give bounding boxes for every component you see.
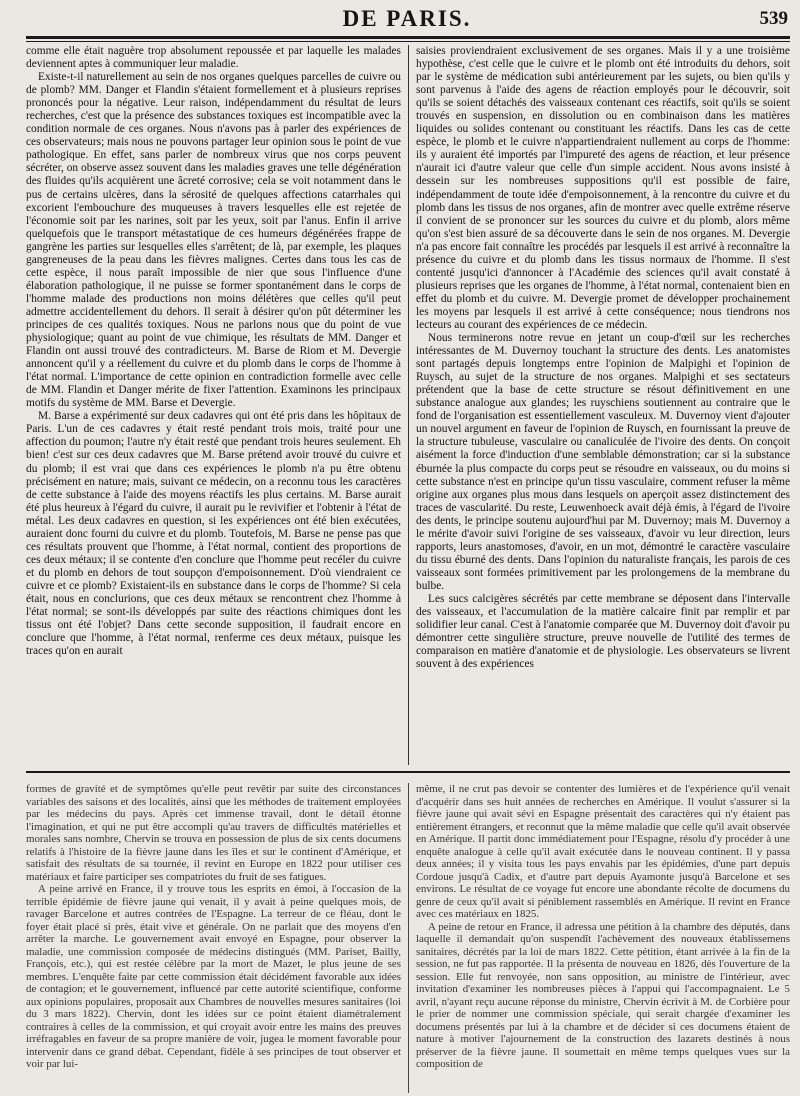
upper-article [26, 45, 790, 765]
paragraph: A peine de retour en France, il adressa une pétition à la chambre des députés, dans laquelle il demandait qu'on suspendît l'achèvement des nouveaux établissemens sanitaires, décrétés par la loi de mars 1822. Cette pétition, étant arrivée à la fin de la session, ne fut pas rapportée. Il la présenta de nouveau en 1826, dès l'ouverture de la session. Elle fut renvoyée, non sans opposition, au ministre de l'intérieur, avec invitation d'examiner les nombreuses pièces à l'appui qui l'accompagnaient. Le 5 avril, n'ayant reçu aucune réponse du ministre, Chervin écrivit à M. de Corbière pour le prier de nommer une commission spéciale, qui serait chargée d'examiner les documens présentés par lui à la chambre et de décider si ces documens étaient de nature à motiver l'ajournement de la construction des lazarets destinés à nous préserver de la fièvre jaune. Il soumettait en même temps quelques vues sur la composition de [416, 920, 790, 1070]
paragraph: Nous terminerons notre revue en jetant un coup-d'œil sur les recherches intéressantes de M. Duvernoy touchant la structure des dents. Les anatomistes sont partagés depuis longtemps entre l'opinion de Malpighi et l'opinion de Ruysch, au sujet de la structure de nos organes. Malpighi et ses sectateurs prétendent que la base de cette structure se résout définitivement en une substance analogue aux glandes; les ruyschiens soutiennent au contraire que le fond de l'organisation est essentiellement vasculeux. M. Duvernoy vient d'ajouter un nouvel argument en faveur de l'opinion de Ruysch, en fournissant la preuve de la structure tubuleuse, vasculaire ou canaliculée de l'ivoire des dents. On conçoit aisément la force d'induction d'une semblable démonstration; car si la substance éburnée la plus compacte du corps peut se résoudre en vaisseaux, ou du moins si cette substance n'est en principe qu'un tissu vasculaire, comment refuser la même origine aux organes plus mous dans lesquels on aperçoit assez distinctement des traces de vascularité. Du reste, Leuwenhoeck avait déjà émis, à l'égard de l'ivoire des dents, le principe soutenu aujourd'hui par M. Duvernoy; mais M. Duvernoy a le mérite d'avoir suivi l'origine de ses vaisseaux, d'avoir vu leur direction, leurs rapports, leurs anastomoses, d'avoir, en un mot, démontré le caractère vasculaire du tissu éburné des dents. Dans l'opinion du naturaliste français, les parois de ces vaisseaux sont formées primitivement par les prolongemens de la membrane du bulbe. [416, 332, 790, 592]
header-rule-thin [26, 41, 790, 42]
lower-right-column [408, 783, 790, 1093]
lower-left-column [26, 783, 408, 1093]
paragraph: saisies proviendraient exclusivement de ses organes. Mais il y a une troisième hypothèse, c'est celle que le cuivre et le plomb ont été introduits du dehors, soit par le système de médication subi antérieurement par les sujets, ou bien qu'ils y sont parvenus à l'aide des agens de réaction employés pour le découvrir, soit qu'ils se soient détachés des vaisseaux contenant ces réactifs, soit qu'ils se soient trouvés en suspension, en dissolution ou en combinaison dans les matières liquides ou solides contenant ou constituant les réactifs. Dans les cas de cette espèce, le plomb et le cuivre n'appartiendraient nullement au corps de l'homme: ils y auraient été importés par l'impureté des agens de réaction, et leur présence n'aurait ici d'autre valeur que celle d'un simple accident. Nous avons insisté à dessein sur les nombreuses suppositions qu'il est possible de faire, indépendamment de toute idée d'empoisonnement, à la rencontre du cuivre et du plomb dans les tissus de nos organes, afin de montrer avec quelle extrême réserve il convient de se prononcer sur les sources du cuivre et du plomb, alors même qu'on s'est bien assuré de sa découverte dans le sein de nos organes. M. Devergie n'a pas encore fait connaître les procédés par lesquels il est arrivé à reconnaître la présence du cuivre et du plomb dans les tissus normaux de l'homme. Il s'est contenté jusqu'ici d'annoncer à l'Académie des sciences qu'il avait constaté à plusieurs reprises que les organes de l'homme, à l'état normal, contenaient bien en effet du plomb et du cuivre. M. Devergie promet de développer prochainement les moyens par lesquels il est arrivé à cette conséquence; nous tiendrons nos lecteurs au courant des expériences de ce médecin. [416, 45, 790, 331]
paragraph: Existe-t-il naturellement au sein de nos organes quelques parcelles de cuivre ou de plomb? MM. Danger et Flandin s'étaient formellement et à plusieurs reprises prononcés pour la négative. Leur raison, indépendamment du résultat de leurs recherches, c'est que la présence des substances toxiques est incompatible avec la condition normale de ces organes. Nous n'avons pas à parler des expériences de ces observateurs; mais nous ne pouvons partager leur opinion sous le point de vue pathologique. En effet, sans parler de nombreux virus que nos corps peuvent sécréter, on observe assez souvent dans les maladies graves une telle dégénération des fluides qu'ils acquièrent une âcreté corrosive; cela se voit notamment dans le pus de certains ulcères, dans la sérosité de quelques affections catarrhales qui excorient l'embouchure des muqueuses à travers lesquelles elle est rejetée de l'économie soit par les narines, soit par les yeux, soit par l'anus. Enfin il arrive quelquefois que le transport métastatique de ces humeurs dégénérées frappe de gangrène les parties sur lesquelles elles s'arrêtent; de là, par exemple, les plaques gangreneuses de la peau dans les fièvres malignes. Certes dans tous les cas de cette espèce, il nous paraît impossible de nier que sous l'influence d'une élaboration pathologique, il ne puisse se former spontanément dans le corps de l'homme malade des productions non moins délétères que celles qu'il peut admettre accidentellement du dehors. Il serait à désirer qu'on pût déterminer les principes de ces qualités toxiques. Nous ne parlons nous que du point de vue physiologique; quant au point de vue chimique, les résultats de MM. Danger et Flandin ont aussi trouvé des contradicteurs. M. Barse de Riom et M. Devergie annoncent qu'il y a réellement du cuivre et du plomb dans le corps de l'homme à l'état normal. L'importance de cette opinion en contradiction formelle avec celle de MM. Flandin et Danger mérite de fixer l'attention. Examinons les principaux motifs du système de MM. Barse et Devergie. [26, 71, 401, 410]
lower-article [26, 783, 790, 1093]
paragraph: M. Barse a expérimenté sur deux cadavres qui ont été pris dans les hôpitaux de Paris. L'un de ces cadavres y était resté pendant trois mois, traité pour une affection du poumon; l'autre n'y était resté que pendant trois heures seulement. Eh bien! c'est sur ces deux cadavres que M. Barse prétend avoir trouvé du cuivre et du plomb; il est vrai que dans ces expériences le plomb n'a pu être obtenu précisément en nature; mais, suivant ce médecin, on a reconnu tous les caractères de cette substance à l'aide des moyens réactifs les plus certains. M. Barse aurait été plus heureux à l'égard du cuivre, il aurait pu le revivifier et l'obtenir à l'état de métal. Les deux cadavres en question, si les expériences ont été bien exécutées, auraient donc fourni du cuivre et du plomb. Toutefois, M. Barse ne pense pas que ces résultats prouvent que l'homme, à l'état normal, contient des proportions de ces deux métaux; il se contente d'en conclure que l'homme peut recéler du cuivre et du plomb en dehors de tout soupçon d'empoisonnement. D'où viendraient ce cuivre et ce plomb? Existaient-ils en substance dans le corps de l'homme? Si cela était, nous en conclurions, que ces deux métaux se rencontrent chez l'homme à l'état normal; se sont-ils développés par suite des réactions chimiques dont les tissus ont été l'objet? Dans cette seconde supposition, il faudrait encore en conclure que l'homme, à l'état normal, renferme ces deux métaux, puisque les traces qu'on en aurait [26, 410, 401, 658]
page-header [26, 6, 788, 32]
upper-right-column [408, 45, 790, 765]
paragraph: même, il ne crut pas devoir se contenter des lumières et de l'expérience qu'il venait d'acquérir dans ses huit années de recherches en Amérique. Il voulut s'assurer si la fièvre jaune qui avait sévi en Espagne présentait des caractères qui n'y étaient pas entièrement étrangers, et reconnut que la même maladie que celle qu'il avait observée en Amérique. Il partit donc immédiatement pour l'Espagne, résolu d'y procéder à une enquête analogue à celle qu'il avait exécutée dans le nouveau continent. Il y passa deux années; il y visita tous les pays envahis par les épidémies, d'une part depuis Cordoue jusqu'à Cadix, et d'autre part depuis Ayamonte jusqu'à Barcelone et ses environs. Le résultat de ce voyage fut encore une abondante récolte de documens du genre de ceux qu'il avait si péniblement rassemblés en Amérique. Il revint en France avec ces matériaux en 1825. [416, 783, 790, 920]
paragraph: A peine arrivé en France, il y trouve tous les esprits en émoi, à l'occasion de la terrible épidémie de fièvre jaune qui venait, il y avait à peine quelques mois, de ravager Barcelone et autres contrées de l'Espagne. La terreur de ce fléau, dont le foyer était placé si près, était vive et générale. On ne parlait que des moyens d'en arrêter la marche. Le gouvernement avait envoyé en Espagne, pour observer la maladie, une commission composée de médecins distingués (MM. Pariset, Bailly, François, etc.), qui est restée célèbre par la mort de Mazet, le plus jeune de ses membres. L'enquête faite par cette commission était décidément favorable aux idées de contagion; et le gouvernement, influencé par cette autorité scientifique, conforme aux opinions populaires, proposait aux Chambres de nouvelles mesures sanitaires (loi du 3 mars 1822). Chervin, dont les idées sur ce point étaient diamétralement contraires à celles de la commission, et qui croyait avoir entre les mains des preuves irréfragables en faveur de sa propre manière de voir, jugea le moment favorable pour intervenir dans ce grand débat. Cependant, fidèle à ses principes de tout observer et voir par lui- [26, 883, 401, 1070]
running-title: DE PARIS. [342, 6, 472, 31]
paragraph: formes de gravité et de symptômes qu'elle peut revêtir par suite des circonstances variables des saisons et des localités, ainsi que les méthodes de traitement employées par les médecins du pays. Après cet immense travail, dont le détail étonne l'imagination, et qui ne put être accompli qu'au travers de difficultés matérielles et morales sans nombre, Chervin se trouva en possession de plus de six cents documens relatifs à l'histoire de la fièvre jaune dans les îles et sur le continent d'Amérique, et satisfait des résultats de sa tournée, il revint en Europe en 1822 pour utiliser ces matériaux et faire participer ses compatriotes du fruit de ses fatigues. [26, 783, 401, 883]
upper-left-column [26, 45, 408, 765]
header-rule-thick [26, 36, 790, 39]
paragraph: Les sucs calcigères sécrétés par cette membrane se déposent dans l'intervalle des vaisseaux, et l'accumulation de la matière calcaire finit par remplir et par solidifier leur canal. C'est à l'anatomie comparée que M. Duvernoy doit d'avoir pu démontrer cette singulière structure, preuve nouvelle de l'utilité des termes de comparaison en matière d'anatomie et de physiologie. Les observateurs se livrent souvent à des expériences [416, 592, 790, 671]
paragraph: comme elle était naguère trop absolument repoussée et par laquelle les malades deviennent aptes à communiquer leur maladie. [26, 45, 401, 71]
section-divider [26, 771, 790, 773]
page-number: 539 [759, 8, 788, 29]
